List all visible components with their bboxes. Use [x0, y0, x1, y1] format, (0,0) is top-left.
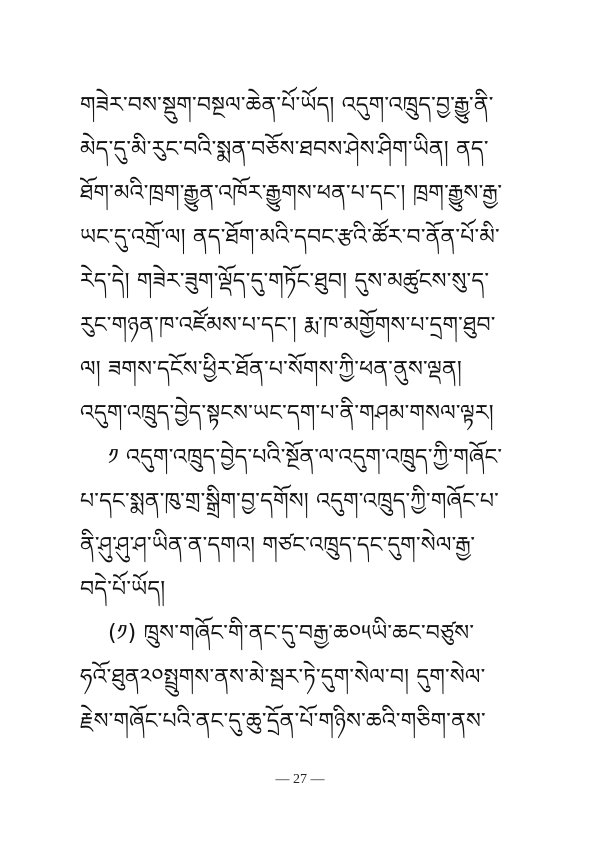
text-line: ༡ འདུག་འཁྲུད་བྱེད་པའི་སྔོན་ལ་འདུག་འཁྲུད་ཀྱི་གཞོང་ — [108, 445, 503, 470]
body-text — [80, 84, 532, 744]
text-line: འདུག་འཁྲུད་བྱེད་སྟངས་ཡང་དག་པ་ནི་གཤམ་གསལ་ལྟར། — [80, 401, 494, 426]
text-line: ལ། ཟགས་དངོས་ཕྱིར་ཐོན་པ་སོགས་ཀྱི་ཕན་ནུས་ལྡན། — [80, 357, 462, 382]
text-line: རེད་དེ། གཟེར་ཟུག་ལྡོད་དུ་གཏོང་ཐུབ། དུས་མཚུངས་སུ་ད་ — [80, 269, 490, 294]
text-line: གཟེར་བས་སྡུག་བསྔལ་ཆེན་པོ་ཡོད། འདུག་འཁྲུད་བྱ་རྒྱུ་ནི་ — [80, 93, 494, 118]
text-line: པ་དང་སྨན་ཁུ་གྲ་སྒྲིག་བྱ་དགོས། འདུག་འཁྲུད་ཀྱི་གཞོང་པ་ — [80, 489, 499, 514]
text-line: ནི་ཤུ་ཤུ་ཤ་ཡིན་ན་དགའ། གཙང་འཁྲུད་དང་དུག་སེལ་རྒྱ་ — [80, 533, 476, 558]
text-line: རྗེས་གཞོང་པའི་ནང་དུ་ཆུ་དྲོན་པོ་གཉིས་ཆའི་གཅིག་ནས་ — [80, 709, 486, 734]
text-line: ཧའོ་ཐུན༢༠སྤྲུགས་ནས་མེ་སྦར་ཏེ་དུག་སེལ་བ། དུག་སེལ་ — [80, 665, 486, 690]
page-number: — 27 — — [275, 772, 325, 787]
text-line: (༡) ཁྲུས་གཞོང་གི་ནང་དུ་བརྒྱ་ཆ༠༥ཡི་ཆང་བཙུས་ — [108, 621, 475, 646]
text-line: རུང་གཉན་ཁ་འཛོམས་པ་དང་། རྨ་ཁ་མགྱོགས་པ་དྲག་ཐུབ་ — [80, 313, 496, 338]
text-line: བདེ་པོ་ཡོད། — [80, 577, 166, 602]
text-line: ཡང་དུ་འགྲོ་ལ། ནད་ཐོག་མའི་དབང་རྩའི་ཚོར་བ་ནོན་པོ་མི་ — [80, 225, 500, 250]
text-line: མེད་དུ་མི་རུང་བའི་སྨན་བཅོས་ཐབས་ཤེས་ཤིག་ཡིན། ནད་ — [80, 137, 489, 162]
text-line: ཐོག་མའི་ཁྲག་རྒྱུན་འཁོར་རྒྱུགས་ཕན་པ་དང་། ཁྲག་རྒྱུས་རྒྱ་ — [80, 181, 503, 206]
